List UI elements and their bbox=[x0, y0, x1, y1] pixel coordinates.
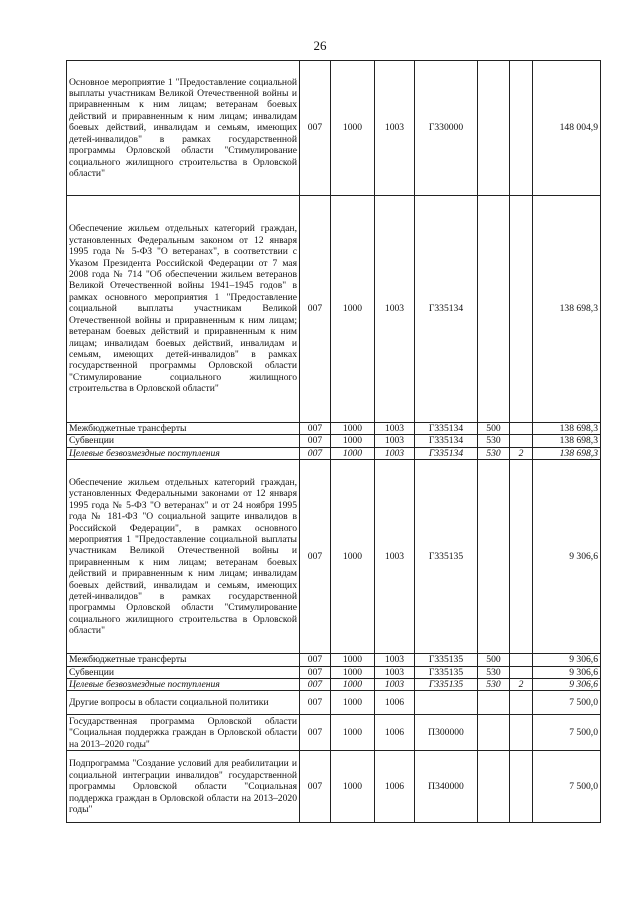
ministry-code: 007 bbox=[300, 435, 331, 447]
ministry-code: 007 bbox=[300, 447, 331, 459]
ministry-code: 007 bbox=[300, 679, 331, 691]
table-row bbox=[67, 61, 601, 196]
target-code: Г335135 bbox=[415, 679, 478, 691]
expense-type-code bbox=[478, 715, 510, 751]
ministry-code: 007 bbox=[300, 196, 331, 423]
amount-value: 9 306,6 bbox=[533, 460, 601, 654]
section-code: 1000 bbox=[331, 447, 375, 459]
subsection-code: 1003 bbox=[375, 679, 415, 691]
expense-type-code: 530 bbox=[478, 679, 510, 691]
ministry-code: 007 bbox=[300, 715, 331, 751]
section-code: 1000 bbox=[331, 751, 375, 823]
subsection-code: 1003 bbox=[375, 435, 415, 447]
extra-code bbox=[510, 435, 533, 447]
target-code: П340000 bbox=[415, 751, 478, 823]
target-code: Г335135 bbox=[415, 460, 478, 654]
expense-type-code: 530 bbox=[478, 447, 510, 459]
expense-type-code bbox=[478, 691, 510, 715]
section-code: 1000 bbox=[331, 435, 375, 447]
subsection-code: 1003 bbox=[375, 447, 415, 459]
amount-value: 138 698,3 bbox=[533, 447, 601, 459]
expense-type-code bbox=[478, 751, 510, 823]
row-description: Целевые безвозмездные поступления bbox=[67, 679, 300, 691]
section-code: 1000 bbox=[331, 61, 375, 196]
ministry-code: 007 bbox=[300, 654, 331, 666]
amount-value: 9 306,6 bbox=[533, 654, 601, 666]
row-description: Межбюджетные трансферты bbox=[67, 654, 300, 666]
extra-code bbox=[510, 423, 533, 435]
table-row bbox=[67, 423, 601, 435]
expense-type-code bbox=[478, 61, 510, 196]
extra-code bbox=[510, 460, 533, 654]
table-row bbox=[67, 691, 601, 715]
section-code: 1000 bbox=[331, 666, 375, 678]
row-description: Межбюджетные трансферты bbox=[67, 423, 300, 435]
expense-type-code: 530 bbox=[478, 666, 510, 678]
amount-value: 138 698,3 bbox=[533, 196, 601, 423]
extra-code bbox=[510, 691, 533, 715]
extra-code bbox=[510, 61, 533, 196]
row-description: Подпрограмма "Создание условий для реабилитации и социальной интеграции инвалидов" государственной программы Орловской области "Социальная поддержка граждан в Орловской области на 2013–2020 годы" bbox=[67, 751, 300, 823]
subsection-code: 1003 bbox=[375, 423, 415, 435]
amount-value: 148 004,9 bbox=[533, 61, 601, 196]
ministry-code: 007 bbox=[300, 61, 331, 196]
ministry-code: 007 bbox=[300, 423, 331, 435]
expense-type-code: 530 bbox=[478, 435, 510, 447]
expense-type-code: 500 bbox=[478, 654, 510, 666]
subsection-code: 1003 bbox=[375, 61, 415, 196]
subsection-code: 1003 bbox=[375, 654, 415, 666]
ministry-code: 007 bbox=[300, 460, 331, 654]
expense-type-code: 500 bbox=[478, 423, 510, 435]
section-code: 1000 bbox=[331, 691, 375, 715]
ministry-code: 007 bbox=[300, 751, 331, 823]
table-row bbox=[67, 679, 601, 691]
section-code: 1000 bbox=[331, 654, 375, 666]
amount-value: 138 698,3 bbox=[533, 435, 601, 447]
subsection-code: 1006 bbox=[375, 691, 415, 715]
row-description: Основное мероприятие 1 "Предоставление социальной выплаты участникам Великой Отечественной войны и приравненным к ним лицам; ветеранам боевых действий и приравненным к ним лицам; инвалидам боевых действий, инвалидам и семьям, имеющих детей-инвалидов" в рамках государственной программы Орловской области "Стимулирование социального жилищного строительства в Орловской области" bbox=[67, 61, 300, 196]
extra-code bbox=[510, 654, 533, 666]
target-code: Г335135 bbox=[415, 654, 478, 666]
table-row bbox=[67, 196, 601, 423]
amount-value: 7 500,0 bbox=[533, 751, 601, 823]
amount-value: 7 500,0 bbox=[533, 715, 601, 751]
subsection-code: 1003 bbox=[375, 460, 415, 654]
subsection-code: 1003 bbox=[375, 196, 415, 423]
target-code: П300000 bbox=[415, 715, 478, 751]
ministry-code: 007 bbox=[300, 691, 331, 715]
table-row bbox=[67, 715, 601, 751]
budget-table bbox=[66, 60, 601, 823]
extra-code: 2 bbox=[510, 447, 533, 459]
row-description: Обеспечение жильем отдельных категорий граждан, установленных Федеральными законами от 12 января 1995 года № 5-ФЗ "О ветеранах" и от 24 ноября 1995 года № 181-ФЗ "О социальной защите инвалидов в Российской Федерации", в рамках основного мероприятия 1 "Предоставление социальной выплаты участникам Великой Отечественной войны и приравненным к ним лицам; ветеранам боевых действий и приравненным к ним лицам; инвалидам боевых действий, инвалидам и семьям, имеющих детей-инвалидов" в рамках государственной программы Орловской области "Стимулирование социального жилищного строительства в Орловской области" bbox=[67, 460, 300, 654]
subsection-code: 1006 bbox=[375, 751, 415, 823]
target-code: Г335135 bbox=[415, 666, 478, 678]
section-code: 1000 bbox=[331, 715, 375, 751]
subsection-code: 1006 bbox=[375, 715, 415, 751]
table-row bbox=[67, 751, 601, 823]
row-description: Государственная программа Орловской области "Социальная поддержка граждан в Орловской области на 2013–2020 годы" bbox=[67, 715, 300, 751]
table-row bbox=[67, 447, 601, 459]
page-number: 26 bbox=[313, 38, 327, 53]
amount-value: 7 500,0 bbox=[533, 691, 601, 715]
row-description: Субвенции bbox=[67, 666, 300, 678]
row-description: Целевые безвозмездные поступления bbox=[67, 447, 300, 459]
target-code: Г335134 bbox=[415, 447, 478, 459]
table-row bbox=[67, 666, 601, 678]
subsection-code: 1003 bbox=[375, 666, 415, 678]
section-code: 1000 bbox=[331, 679, 375, 691]
table-row bbox=[67, 654, 601, 666]
extra-code bbox=[510, 751, 533, 823]
section-code: 1000 bbox=[331, 196, 375, 423]
expense-type-code bbox=[478, 196, 510, 423]
target-code: Г335134 bbox=[415, 423, 478, 435]
target-code: Г335134 bbox=[415, 196, 478, 423]
ministry-code: 007 bbox=[300, 666, 331, 678]
target-code: Г330000 bbox=[415, 61, 478, 196]
extra-code bbox=[510, 666, 533, 678]
expense-type-code bbox=[478, 460, 510, 654]
section-code: 1000 bbox=[331, 460, 375, 654]
row-description: Субвенции bbox=[67, 435, 300, 447]
target-code: Г335134 bbox=[415, 435, 478, 447]
extra-code: 2 bbox=[510, 679, 533, 691]
amount-value: 138 698,3 bbox=[533, 423, 601, 435]
amount-value: 9 306,6 bbox=[533, 666, 601, 678]
table-row bbox=[67, 435, 601, 447]
target-code bbox=[415, 691, 478, 715]
extra-code bbox=[510, 715, 533, 751]
row-description: Другие вопросы в области социальной политики bbox=[67, 691, 300, 715]
extra-code bbox=[510, 196, 533, 423]
table-row bbox=[67, 460, 601, 654]
row-description: Обеспечение жильем отдельных категорий граждан, установленных Федеральным законом от 12 января 1995 года № 5-ФЗ "О ветеранах", в соответствии с Указом Президента Российской Федерации от 7 мая 2008 года № 714 "Об обеспечении жильем ветеранов Великой Отечественной войны 1941–1945 годов" в рамках основного мероприятия 1 "Предоставление социальной выплаты участникам Великой Отечественной войны и приравненным к ним лицам; ветеранам боевых действий и приравненным к ним лицам; инвалидам боевых действий, инвалидам и семьям, имеющих детей-инвалидов" в рамках государственной программы Орловской области "Стимулирование социального жилищного строительства в Орловской области" bbox=[67, 196, 300, 423]
section-code: 1000 bbox=[331, 423, 375, 435]
amount-value: 9 306,6 bbox=[533, 679, 601, 691]
